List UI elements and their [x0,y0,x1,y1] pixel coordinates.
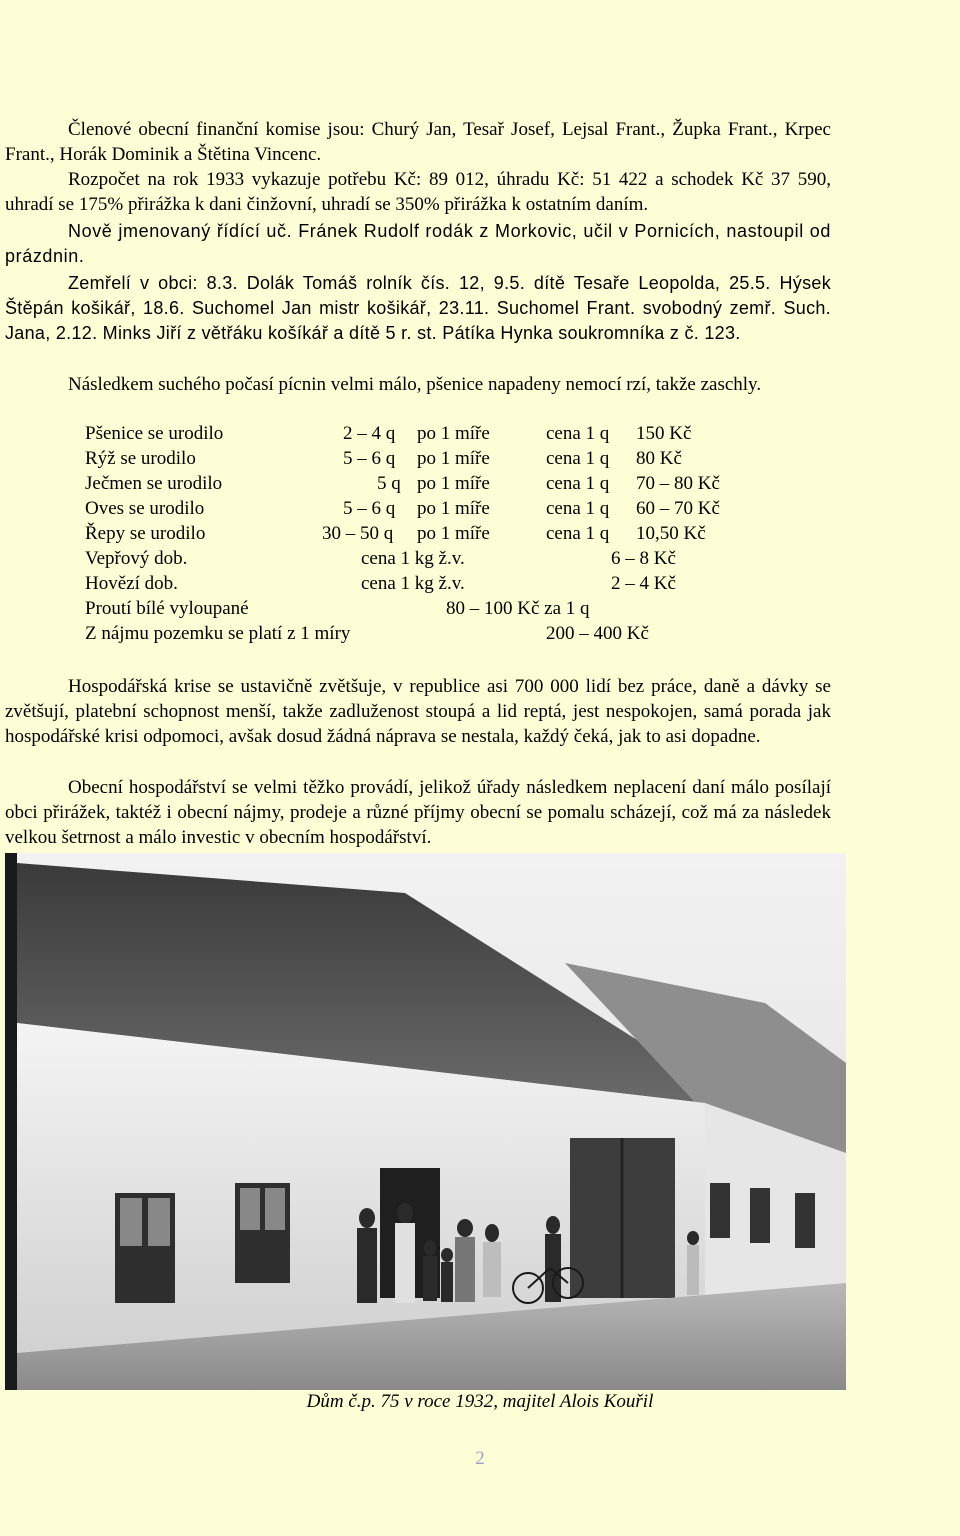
house-photo-image [5,853,846,1390]
table-row: Oves se urodilo 5 – 6 q po 1 míře cena 1 q 60 – 70 Kč [85,498,720,519]
house-photo [5,853,846,1390]
table-row: Vepřový dob. cena 1 kg ž.v. 6 – 8 Kč [85,548,676,569]
paragraph-drought: Následkem suchého počasí pícnin velmi málo, pšenice napadeny nemocí rzí, takže zaschly. [68,374,762,395]
table-row: Pšenice se urodilo 2 – 4 q po 1 míře cena 1 q 150 Kč [85,423,692,444]
table-row: Proutí bílé vyloupané 80 – 100 Kč za 1 q [85,598,590,619]
table-row: Řepy se urodilo 30 – 50 q po 1 míře cena 1 q 10,50 Kč [85,523,706,544]
table-row: Ječmen se urodilo 5 q po 1 míře cena 1 q 70 – 80 Kč [85,473,720,494]
paragraph-budget: Rozpočet na rok 1933 vykazuje potřebu Kč: 89 012, úhradu Kč: 51 422 a schodek Kč 37 590, uhradí se 175% přirážka k dani činžovní, uhradí se 350% přirážka k ostatním daním. [5,169,831,215]
table-row: Hovězí dob. cena 1 kg ž.v. 2 – 4 Kč [85,573,676,594]
table-row: Z nájmu pozemku se platí z 1 míry 200 – 400 Kč [85,623,649,644]
paragraph-finance-committee: Členové obecní finanční komise jsou: Churý Jan, Tesař Josef, Lejsal Frant., Župka Frant., Krpec Frant., Horák Dominik a Štětina Vincenc. [5,119,831,165]
table-row: Rýž se urodilo 5 – 6 q po 1 míře cena 1 q 80 Kč [85,448,682,469]
page-number: 2 [475,1448,485,1469]
paragraph-economic-crisis: Hospodářská krise se ustavičně zvětšuje, v republice asi 700 000 lidí bez práce, daně a dávky se zvětšují, platební schopnost menší, takže zadluženost stoupá a lid reptá, jest nespokojen, samá porada jak hospodářské krisi odpomoci, avšak dosud žádná náprava se nestala, každý čeká, jak to asi dopadne. [5,676,831,747]
paragraph-new-teacher: Nově jmenovaný řídící uč. Fránek Rudolf rodák z Morkovic, učil v Pornicích, nastoupil od prázdnin. [5,221,831,266]
photo-caption: Dům č.p. 75 v roce 1932, majitel Alois Kouřil [306,1391,654,1412]
paragraph-municipal-economy: Obecní hospodářství se velmi těžko provádí, jelikož úřady následkem neplacení daní málo posílají obci přirážek, taktéž i obecní nájmy, prodeje a různé příjmy obecní se pomalu scházejí, což má za následek velkou šetrnost a málo investic v obecním hospodářství. [5,777,831,848]
paragraph-deaths: Zemřelí v obci: 8.3. Dolák Tomáš rolník čís. 12, 9.5. dítě Tesaře Leopolda, 25.5. Hýsek Štěpán košikář, 18.6. Suchomel Jan mistr košikář, 23.11. Suchomel Frant. svobodný zemř. Such. Jana, 2.12. Minks Jiří z větřáku košíkář a dítě 5 r. st. Pátíka Hynka soukromníka z č. 123. [5,273,831,343]
